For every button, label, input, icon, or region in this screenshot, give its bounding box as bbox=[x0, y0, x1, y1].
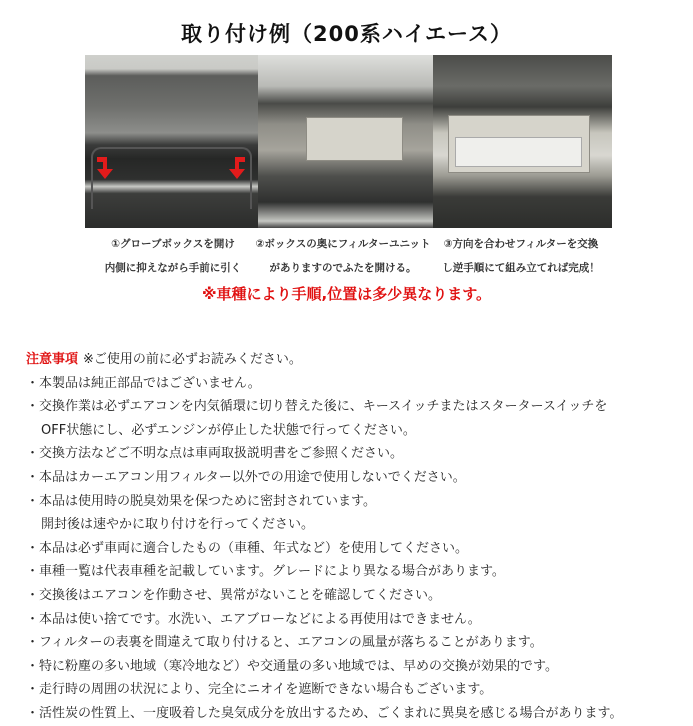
caution-label: 注意事項 bbox=[26, 352, 79, 367]
photo-filter-replace bbox=[433, 55, 612, 228]
step-2-caption: ②ボックスの奥にフィルターユニット がありますのでふたを開ける。 bbox=[255, 238, 431, 274]
caution-section bbox=[26, 348, 686, 726]
filter-element bbox=[455, 137, 582, 167]
caution-intro: ※ご使用の前に必ずお読みください。 bbox=[83, 352, 302, 367]
red-arrow-down-right-icon bbox=[95, 155, 117, 181]
caution-item-continuation: OFF状態にし、必ずエンジンが停止した状態で行ってください。 bbox=[41, 422, 416, 438]
photo-filter-unit bbox=[258, 55, 433, 228]
caution-item-continuation: 開封後は速やかに取り付けを行ってください。 bbox=[41, 517, 315, 533]
caution-item: ・走行時の周囲の状況により、完全にニオイを遮断できない場合もございます。 bbox=[26, 682, 493, 698]
photo-glovebox bbox=[85, 55, 258, 228]
caution-item: ・本製品は純正部品ではございません。 bbox=[26, 375, 261, 391]
caution-item: ・交換方法などご不明な点は車両取扱説明書をご参照ください。 bbox=[26, 446, 404, 462]
caution-item: ・本品は使用時の脱臭効果を保つために密封されています。 bbox=[26, 493, 376, 509]
vehicle-variation-notice: ※車種により手順,位置は多少異なります。 bbox=[201, 285, 492, 303]
caution-item: ・本品はカーエアコン用フィルター以外での用途で使用しないでください。 bbox=[26, 469, 466, 485]
step-3-caption: ③方向を合わせフィルターを交換 し逆手順にて組み立てれば完成！ bbox=[442, 238, 600, 274]
caution-item: ・交換作業は必ずエアコンを内気循環に切り替えた後に、キースイッチまたはスタータースイッチを bbox=[26, 399, 608, 415]
step-1-caption: ①グローブボックスを開け 内側に抑えながら手前に引く bbox=[104, 238, 242, 274]
installation-photo-strip bbox=[85, 55, 612, 228]
caution-item: ・活性炭の性質上、一度吸着した臭気成分を放出するため、ごくまれに異臭を感じる場合があります。 bbox=[26, 705, 623, 721]
caution-item: ・本品は使い捨てです。水洗い、エアブローなどによる再使用はできません。 bbox=[26, 611, 481, 627]
caution-item: ・フィルターの表裏を間違えて取り付けると、エアコンの風量が落ちることがあります。 bbox=[26, 635, 543, 651]
page-title: 取り付け例（200系ハイエース） bbox=[181, 22, 512, 46]
caution-header bbox=[26, 348, 686, 372]
filter-unit-cover bbox=[306, 117, 403, 161]
caution-item: ・本品は必ず車両に適合したもの（車種、年式など）を使用してください。 bbox=[26, 540, 469, 556]
caution-item: ・特に粉塵の多い地域（寒冷地など）や交通量の多い地域では、早めの交換が効果的です。 bbox=[26, 658, 558, 674]
caution-item: ・交換後はエアコンを作動させ、異常がないことを確認してください。 bbox=[26, 587, 441, 603]
caution-item: ・車種一覧は代表車種を記載しています。グレードにより異なる場合があります。 bbox=[26, 564, 505, 580]
red-arrow-down-left-icon bbox=[225, 155, 247, 181]
